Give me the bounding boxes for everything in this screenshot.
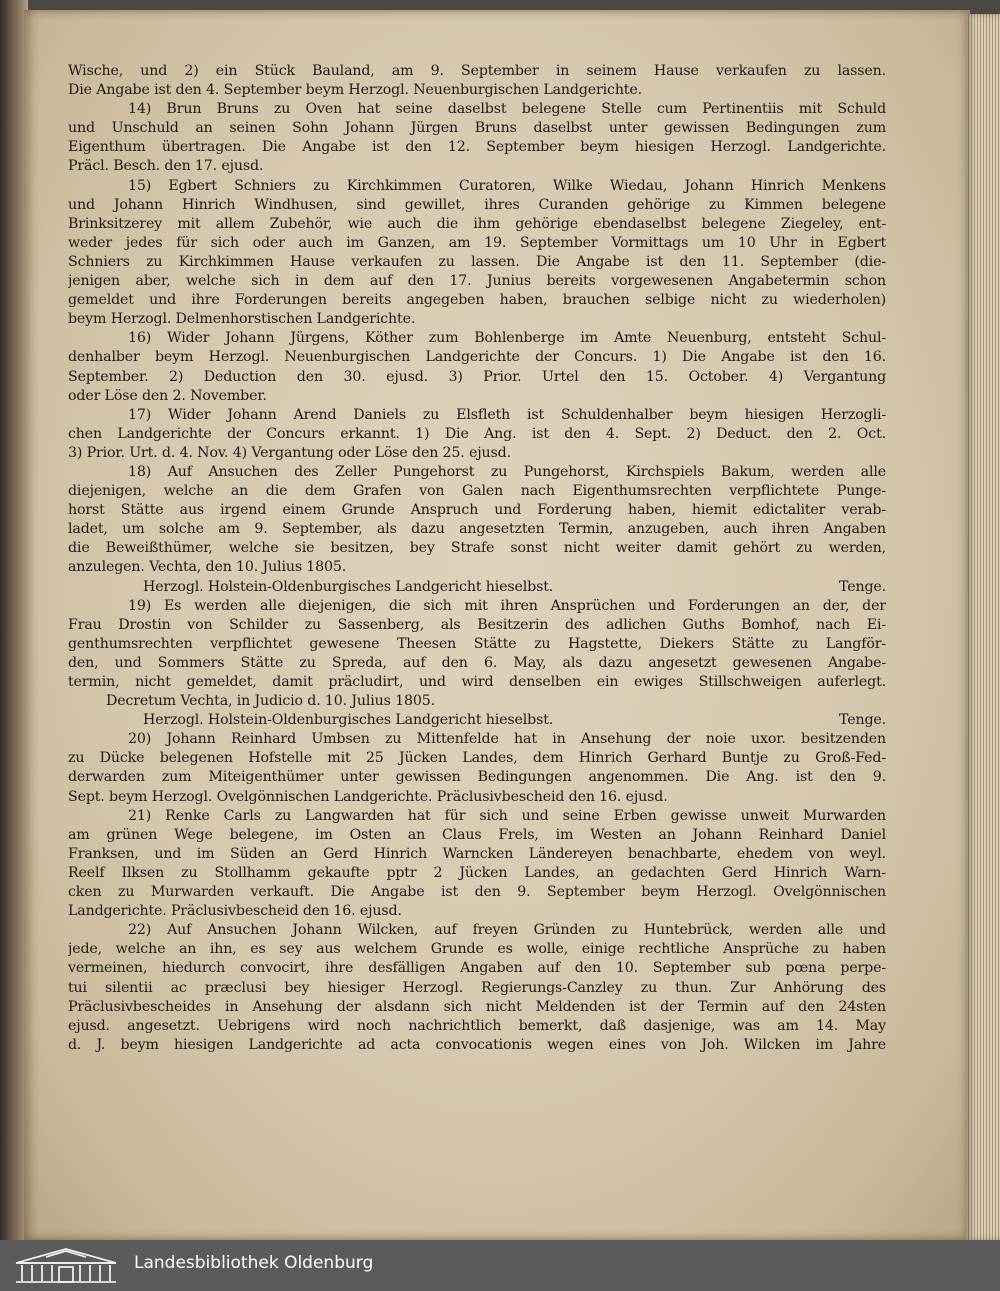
- text-line: 14) Brun Bruns zu Oven hat seine daselbst belegene Stelle cum Pertinentiis mit Schuld: [128, 101, 886, 118]
- text-line: September. 2) Deduction den 30. ejusd. 3) Prior. Urtel den 15. October. 4) Vergantung: [68, 368, 886, 385]
- text-line: 19) Es werden alle diejenigen, die sich mit ihren Ansprüchen und Forderungen an der, der: [128, 597, 886, 614]
- page-stack-edge: [966, 14, 1000, 1240]
- text-line: chen Landgerichte der Concurs erkannt. 1) Die Ang. ist den 4. Sept. 2) Deduct. den 2. Oct.: [68, 425, 886, 442]
- text-line: Landgerichte. Präclusivbescheid den 16. ejusd.: [68, 903, 402, 920]
- signature-line: [68, 711, 886, 730]
- text-line: Schniers zu Kirchkimmen Hause verkaufen zu lassen. Die Angabe ist den 11. September (die-: [68, 253, 886, 270]
- text-line: und Johann Hinrich Windhusen, sind gewillet, ihres Curanden gehörige zu Kimmen belegene: [68, 196, 886, 213]
- text-line: Eigenthum übertragen. Die Angabe ist den 12. September beym hiesigen Herzogl. Landgerichte.: [68, 139, 886, 156]
- text-line: zu Dücke belegenen Hofstelle mit 25 Jücken Landes, dem Hinrich Gerhard Buntje zu Groß-Fed-: [68, 750, 886, 767]
- text-line: oder Löse den 2. November.: [68, 387, 267, 404]
- text-line: Sept. beym Herzogl. Ovelgönnischen Landgerichte. Präclusivbescheid den 16. ejusd.: [68, 788, 668, 805]
- text-line: 3) Prior. Urt. d. 4. Nov. 4) Vergantung oder Löse den 25. ejusd.: [68, 444, 511, 461]
- text-line: termin, nicht gemeldet, damit präcludirt, und wird denselben ein ewiges Stillschweigen auferlegt.: [68, 674, 886, 690]
- text-line: gemeldet und ihre Forderungen bereits angegeben haben, brauchen selbige nicht zu wiederholen): [68, 292, 886, 309]
- text-line: denhalber beym Herzogl. Neuenburgischen Landgerichte der Concurs. 1) Die Angabe ist den 16.: [68, 349, 886, 366]
- text-line: vermeinen, hiedurch convocirt, ihre desfälligen Angaben auf den 10. September sub pœna perpe-: [68, 960, 886, 977]
- text-line: die Beweißthümer, welche sie besitzen, bey Strafe sonst nicht weiter damit gehört zu werden,: [68, 540, 886, 557]
- text-line: 17) Wider Johann Arend Daniels zu Elsfleth ist Schuldenhalber beym hiesigen Herzogli-: [128, 406, 886, 423]
- text-line: 22) Auf Ansuchen Johann Wilcken, auf freyen Gründen zu Huntebrück, werden alle und: [128, 922, 886, 939]
- text-line: den, und Sommers Stätte zu Spreda, auf den 6. May, als dazu angesetzt gewesenen Angabe-: [68, 654, 886, 671]
- text-line: 18) Auf Ansuchen des Zeller Pungehorst zu Pungehorst, Kirchspiels Bakum, werden alle: [128, 463, 886, 480]
- footer-bar: [0, 1240, 1000, 1291]
- text-line: jenigen aber, welche sich in dem auf den 17. Junius bereits vorgewesenen Angabetermin schon: [68, 273, 886, 290]
- text-line: horst Stätte aus irgend einem Grunde Anspruch und Forderung haben, hiemit edictaliter verab-: [68, 502, 886, 519]
- text-line: Reelf Ilksen zu Stollhamm gekaufte pptr 2 Jücken Landes, an gedachten Gerd Hinrich Warn-: [68, 864, 886, 881]
- court-signature: Herzogl. Holstein-Oldenburgisches Landgericht hieselbst.: [143, 712, 554, 729]
- text-line: Präcl. Besch. den 17. ejusd.: [68, 158, 264, 175]
- text-line: weder jedes für sich oder auch im Ganzen, am 19. September Vormittags um 10 Uhr in Egbert: [68, 234, 886, 251]
- text-line: Die Angabe ist den 4. September beym Herzogl. Neuenburgischen Landgerichte.: [68, 82, 642, 99]
- text-line: cken zu Murwarden verkauft. Die Angabe ist den 9. September beym Herzogl. Ovelgönnischen: [68, 884, 886, 901]
- text-line: und Unschuld an seinen Sohn Johann Jürgen Bruns daselbst unter gewissen Bedingungen zum: [68, 120, 886, 137]
- text-line: beym Herzogl. Delmenhorstischen Landgerichte.: [68, 311, 416, 328]
- text-line: anzulegen. Vechta, den 10. Julius 1805.: [68, 559, 347, 576]
- text-line: Frau Drostin von Schilder zu Sassenberg, als Besitzerin des adlichen Guths Bomhof, nach Ei-: [68, 616, 886, 633]
- text-line: derwarden zum Miteigenthümer unter gewissen Bedingungen angenommen. Die Ang. ist den 9.: [68, 769, 886, 786]
- text-line: d. J. beym hiesigen Landgerichte ad acta convocationis wegen eines von Joh. Wilcken im Jahre: [68, 1036, 886, 1053]
- court-signature: Herzogl. Holstein-Oldenburgisches Landgericht hieselbst.: [143, 578, 554, 595]
- signer-name: Tenge.: [839, 712, 886, 729]
- text-line: 16) Wider Johann Jürgens, Köther zum Bohlenberge im Amte Neuenburg, entsteht Schul-: [128, 330, 886, 347]
- text-line: 20) Johann Reinhard Umbsen zu Mittenfelde hat in Ansehung der noie uxor. besitzenden: [128, 731, 886, 748]
- text-line: genthumsrechten verpflichtet gewesene Theesen Stätte zu Hagstette, Diekers Stätte zu Langför-: [68, 635, 886, 652]
- text-line: am grünen Wege belegene, im Osten an Claus Frels, im Westen an Johann Reinhard Daniel: [68, 826, 886, 843]
- text-line: Wische, und 2) ein Stück Bauland, am 9. September in seinem Hause verkaufen zu lassen.: [68, 63, 886, 79]
- text-line: Präclusivbescheides in Ansehung der alsdann sich nicht Meldenden ist der Termin auf den 24sten: [68, 998, 886, 1015]
- text-line: diejenigen, welche an die dem Grafen von Galen nach Eigenthumsrechten verpflichtete Punge-: [68, 483, 886, 500]
- text-line: ejusd. angesetzt. Uebrigens wird noch nachrichtlich bemerkt, daß dasjenige, was am 14. May: [68, 1017, 886, 1034]
- text-line: ladet, um solche am 9. September, als dazu angesetzten Termin, anzugeben, auch ihren Angaben: [68, 521, 886, 538]
- library-name: Landesbibliothek Oldenburg: [134, 1253, 374, 1273]
- text-line: 15) Egbert Schniers zu Kirchkimmen Curatoren, Wilke Wiedau, Johann Hinrich Menkens: [128, 177, 886, 194]
- text-line: Brinksitzerey mit allem Zubehör, wie auch die ihm gehörige ebendaselbst belegene Ziegeley, ent-: [68, 215, 886, 232]
- text-line: jede, welche an ihn, es sey aus welchem Grunde es wolle, einige rechtliche Ansprüche zu haben: [68, 941, 886, 958]
- text-line: Franksen, und im Süden an Gerd Hinrich Warncken Ländereyen benachbarte, ehedem von weyl.: [68, 845, 886, 862]
- signer-name: Tenge.: [839, 578, 886, 595]
- page-text-block: [68, 62, 886, 1055]
- signature-line: [68, 578, 886, 597]
- library-building-icon[interactable]: [12, 1245, 120, 1285]
- decretum-line: Decretum Vechta, in Judicio d. 10. Julius 1805.: [106, 693, 436, 710]
- text-line: tui silentii ac præclusi bey hiesiger Herzogl. Regierungs-Canzley zu thun. Zur Anhörung des: [68, 979, 886, 996]
- text-line: 21) Renke Carls zu Langwarden hat für sich und seine Erben gewisse unweit Murwarden: [128, 807, 886, 824]
